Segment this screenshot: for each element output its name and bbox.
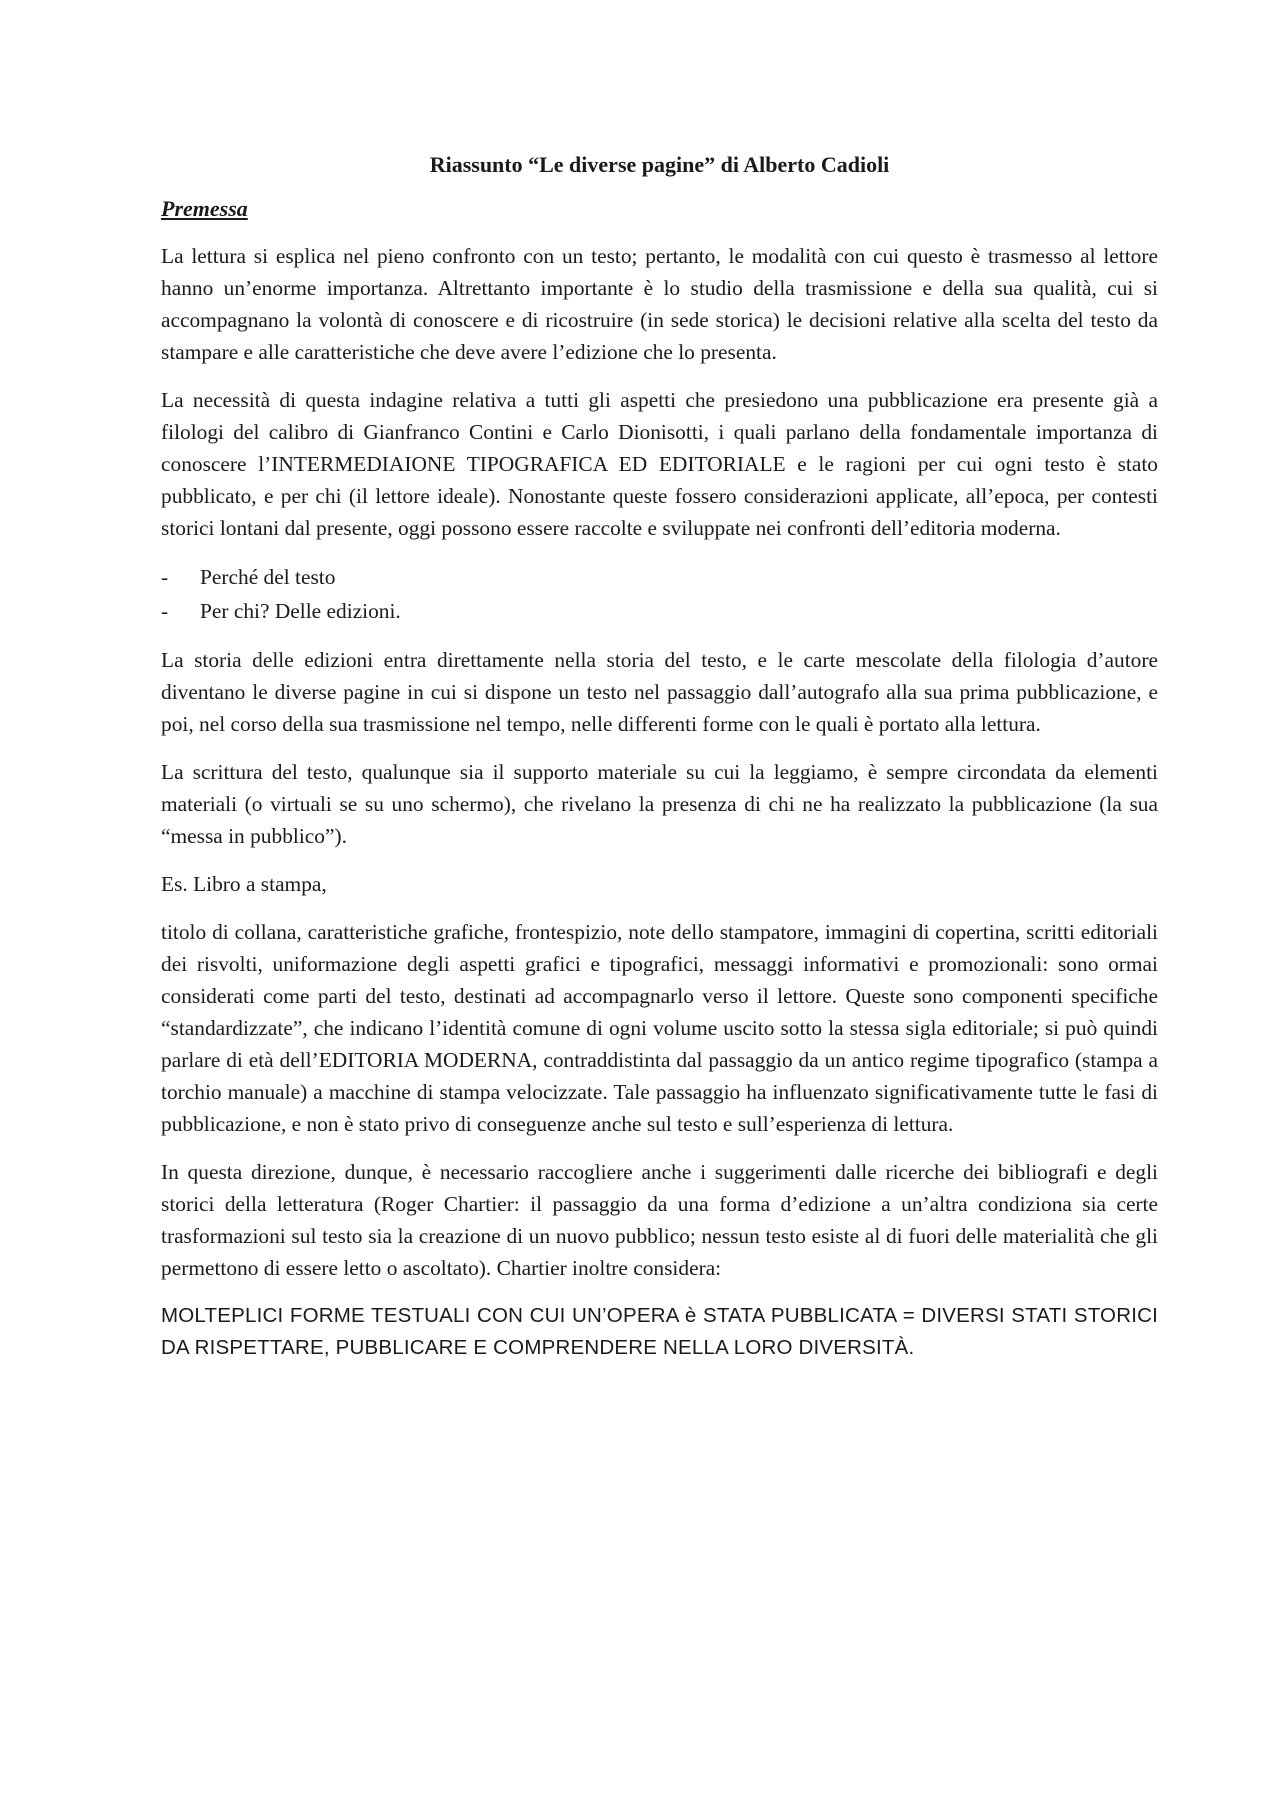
document-title: Riassunto “Le diverse pagine” di Alberto Cadioli: [429, 152, 890, 177]
list-dash: -: [161, 599, 169, 623]
paragraph-necessity: La necessità di questa indagine relativa a tutti gli aspetti che presiedono una pubblicazione era presente già a filologi del calibro di Gianfranco Contini e Carlo Dionisotti, i quali parlano della fondamentale importanza di conoscere l’INTERMEDIAIONE TIPOGRAFICA ED EDITORIALE e le ragioni per cui ogni testo è stato pubblicato, e per chi (il lettore ideale). Nonostante queste fossero considerazioni applicate, all’epoca, per contesti storici lontani dal presente, oggi possono essere raccolte e sviluppate nei confronti dell’editoria moderna.: [161, 388, 1158, 540]
list-item-text: Perché del testo: [200, 565, 336, 589]
document-content: [161, 150, 1158, 1364]
paragraph-history: La storia delle edizioni entra direttamente nella storia del testo, e le carte mescolate della filologia d’autore diventano le diverse pagine in cui si dispone un testo nel passaggio dall’autografo alla sua prima pubblicazione, e poi, nel corso della sua trasmissione nel tempo, nelle differenti forme con le quali è portato alla lettura.: [161, 648, 1158, 736]
list-dash: -: [161, 565, 169, 589]
dash-list: [161, 560, 1158, 628]
caps-statement: MOLTEPLICI FORME TESTUALI CON CUI UN’OPERA è STATA PUBBLICATA = DIVERSI STATI STORICI DA RISPETTARE, PUBBLICARE E COMPRENDERE NELLA LORO DIVERSITÀ.: [161, 1304, 1158, 1359]
paragraph-elements: titolo di collana, caratteristiche grafiche, frontespizio, note dello stampatore, immagini di copertina, scritti editoriali dei risvolti, uniformazione degli aspetti grafici e tipografici, messaggi informativi e promozionali: sono ormai considerati come parti del testo, destinati ad accompagnarlo verso il lettore. Queste sono componenti specifiche “standardizzate”, che indicano l’identità comune di ogni volume uscito sotto la stessa sigla editoriale; si può quindi parlare di età dell’EDITORIA MODERNA, contraddistinta dal passaggio da un antico regime tipografico (stampa a torchio manuale) a macchine di stampa velocizzate. Tale passaggio ha influenzato significativamente tutte le fasi di pubblicazione, e non è stato privo di conseguenze anche sul testo e sull’esperienza di lettura.: [161, 920, 1158, 1136]
list-item: [161, 560, 1158, 594]
paragraph-intro: La lettura si esplica nel pieno confronto con un testo; pertanto, le modalità con cui questo è trasmesso al lettore hanno un’enorme importanza. Altrettanto importante è lo studio della trasmissione e della sua qualità, cui si accompagnano la volontà di conoscere e di ricostruire (in sede storica) le decisioni relative alla scelta del testo da stampare e alle caratteristiche che deve avere l’edizione che lo presenta.: [161, 244, 1158, 364]
paragraph-writing: La scrittura del testo, qualunque sia il supporto materiale su cui la leggiamo, è sempre circondata da elementi materiali (o virtuali se su uno schermo), che rivelano la presenza di chi ne ha realizzato la pubblicazione (la sua “messa in pubblico”).: [161, 760, 1158, 848]
paragraph-direction: In questa direzione, dunque, è necessario raccogliere anche i suggerimenti dalle ricerche dei bibliografi e degli storici della letteratura (Roger Chartier: il passaggio da una forma d’edizione a un’altra condiziona sia certe trasformazioni sul testo sia la creazione di un nuovo pubblico; nessun testo esiste al di fuori delle materialità che gli permettono di essere letto o ascoltato). Chartier inoltre considera:: [161, 1160, 1158, 1280]
list-item-text: Per chi? Delle edizioni.: [200, 599, 401, 623]
list-item: [161, 594, 1158, 628]
section-heading: Premessa: [161, 196, 248, 221]
paragraph-example: Es. Libro a stampa,: [161, 872, 327, 896]
